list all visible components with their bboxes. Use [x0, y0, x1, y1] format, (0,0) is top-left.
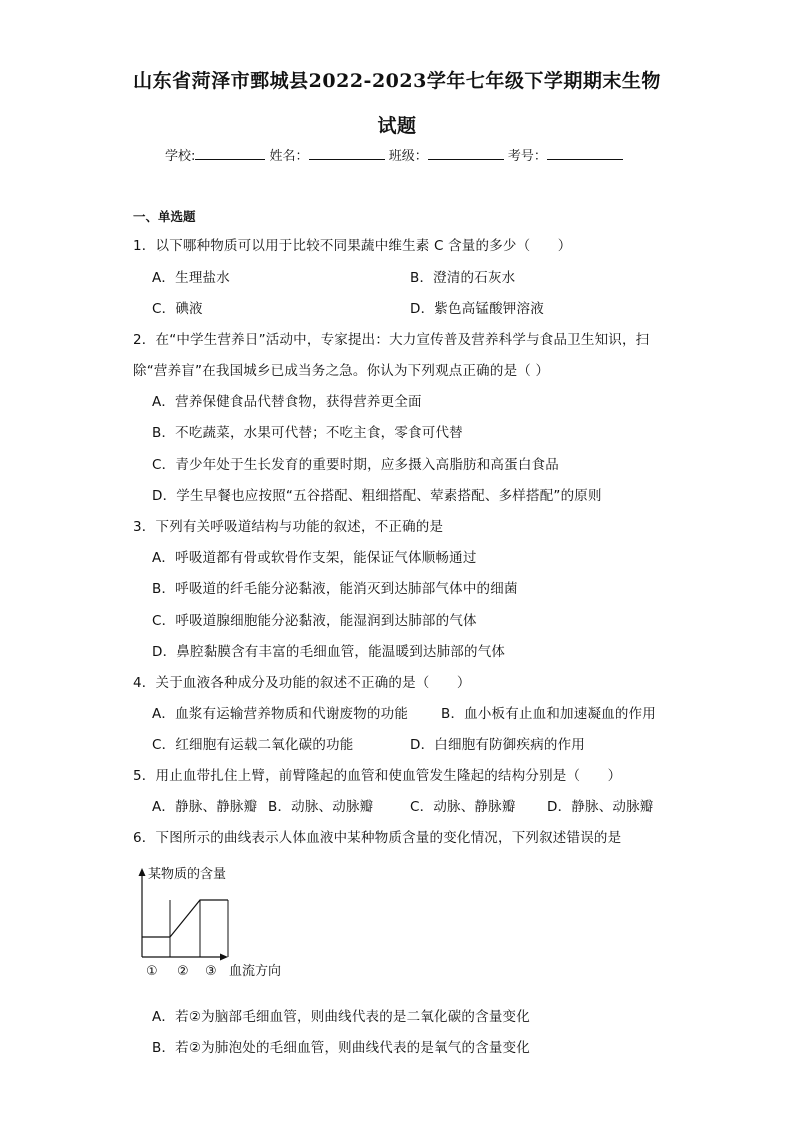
figure-marker-3: ③	[205, 964, 217, 979]
question-3-text: 3．下列有关呼吸道结构与功能的叙述，不正确的是	[133, 519, 444, 535]
school-label: 学校:	[165, 149, 196, 164]
blood-substance-figure	[125, 860, 305, 980]
question-1-option-c[interactable]: C．碘液	[152, 301, 203, 317]
question-5-text: 5．用止血带扎住上臂，前臂隆起的血管和使血管发生隆起的结构分别是（ ）	[133, 768, 622, 784]
exam-title-line1: 山东省菏泽市鄄城县2022-2023学年七年级下学期期末生物	[133, 70, 661, 92]
figure-y-label: 某物质的含量	[148, 867, 227, 882]
question-2-option-a[interactable]: A．营养保健食品代替食物，获得营养更全面	[152, 394, 422, 410]
question-4-option-c[interactable]: C．红细胞有运载二氧化碳的功能	[152, 737, 354, 753]
question-2-text-line1: 2．在“中学生营养日”活动中，专家提出：大力宣传普及营养科学与食品卫生知识，扫	[133, 332, 650, 348]
question-4-option-d[interactable]: D．白细胞有防御疾病的作用	[410, 737, 585, 753]
question-5-option-b[interactable]: B．动脉、动脉瓣	[268, 799, 374, 815]
figure-x-axis-arrow-icon	[220, 954, 228, 961]
student-info-row	[165, 145, 623, 164]
question-1-text: 1．以下哪种物质可以用于比较不同果蔬中维生素 C 含量的多少（ ）	[133, 238, 572, 254]
question-5-option-d[interactable]: D．静脉、动脉瓣	[547, 799, 654, 815]
figure-x-label: 血流方向	[229, 964, 282, 979]
name-label: 姓名：	[269, 149, 309, 164]
question-6-option-a[interactable]: A．若②为脑部毛细血管，则曲线代表的是二氧化碳的含量变化	[152, 1009, 530, 1025]
question-4-text: 4．关于血液各种成分及功能的叙述不正确的是（ ）	[133, 675, 471, 691]
number-label: 考号：	[507, 149, 547, 164]
question-4-option-b[interactable]: B．血小板有止血和加速凝血的作用	[441, 706, 656, 722]
number-blank[interactable]	[547, 147, 623, 160]
question-3-option-c[interactable]: C．呼吸道腺细胞能分泌黏液，能湿润到达肺部的气体	[152, 613, 477, 629]
figure-marker-1: ①	[146, 964, 158, 979]
school-blank[interactable]	[195, 147, 265, 160]
figure-marker-2: ②	[177, 964, 189, 979]
question-3-option-a[interactable]: A．呼吸道都有骨或软骨作支架，能保证气体顺畅通过	[152, 550, 477, 566]
name-blank[interactable]	[309, 147, 385, 160]
question-5-option-c[interactable]: C．动脉、静脉瓣	[410, 799, 516, 815]
question-5-option-a[interactable]: A．静脉、静脉瓣	[152, 799, 258, 815]
question-2-option-b[interactable]: B．不吃蔬菜，水果可代替；不吃主食，零食可代替	[152, 425, 463, 441]
class-label: 班级：	[388, 149, 428, 164]
question-4-option-a[interactable]: A．血浆有运输营养物质和代谢废物的功能	[152, 706, 409, 722]
question-1-option-a[interactable]: A．生理盐水	[152, 270, 230, 286]
question-6-option-b[interactable]: B．若②为肺泡处的毛细血管，则曲线代表的是氧气的含量变化	[152, 1040, 530, 1056]
section-heading: 一、单选题	[133, 209, 196, 224]
figure-curve	[142, 900, 228, 937]
question-2-text-line2: 除“营养盲”在我国城乡已成当务之急。你认为下列观点正确的是（ ）	[133, 363, 550, 379]
question-3-option-d[interactable]: D．鼻腔黏膜含有丰富的毛细血管，能温暖到达肺部的气体	[152, 644, 506, 660]
question-2-option-d[interactable]: D．学生早餐也应按照“五谷搭配、粗细搭配、荤素搭配、多样搭配”的原则	[152, 488, 602, 504]
question-1-option-d[interactable]: D．紫色高锰酸钾溶液	[410, 301, 544, 317]
question-1-option-b[interactable]: B．澄清的石灰水	[410, 270, 516, 286]
exam-title-line2: 试题	[377, 115, 417, 137]
question-3-option-b[interactable]: B．呼吸道的纤毛能分泌黏液，能消灭到达肺部气体中的细菌	[152, 581, 518, 597]
figure-y-axis-arrow-icon	[139, 868, 146, 876]
class-blank[interactable]	[428, 147, 504, 160]
question-6-text: 6．下图所示的曲线表示人体血液中某种物质含量的变化情况，下列叙述错误的是	[133, 830, 622, 846]
question-2-option-c[interactable]: C．青少年处于生长发育的重要时期，应多摄入高脂肪和高蛋白食品	[152, 457, 559, 473]
